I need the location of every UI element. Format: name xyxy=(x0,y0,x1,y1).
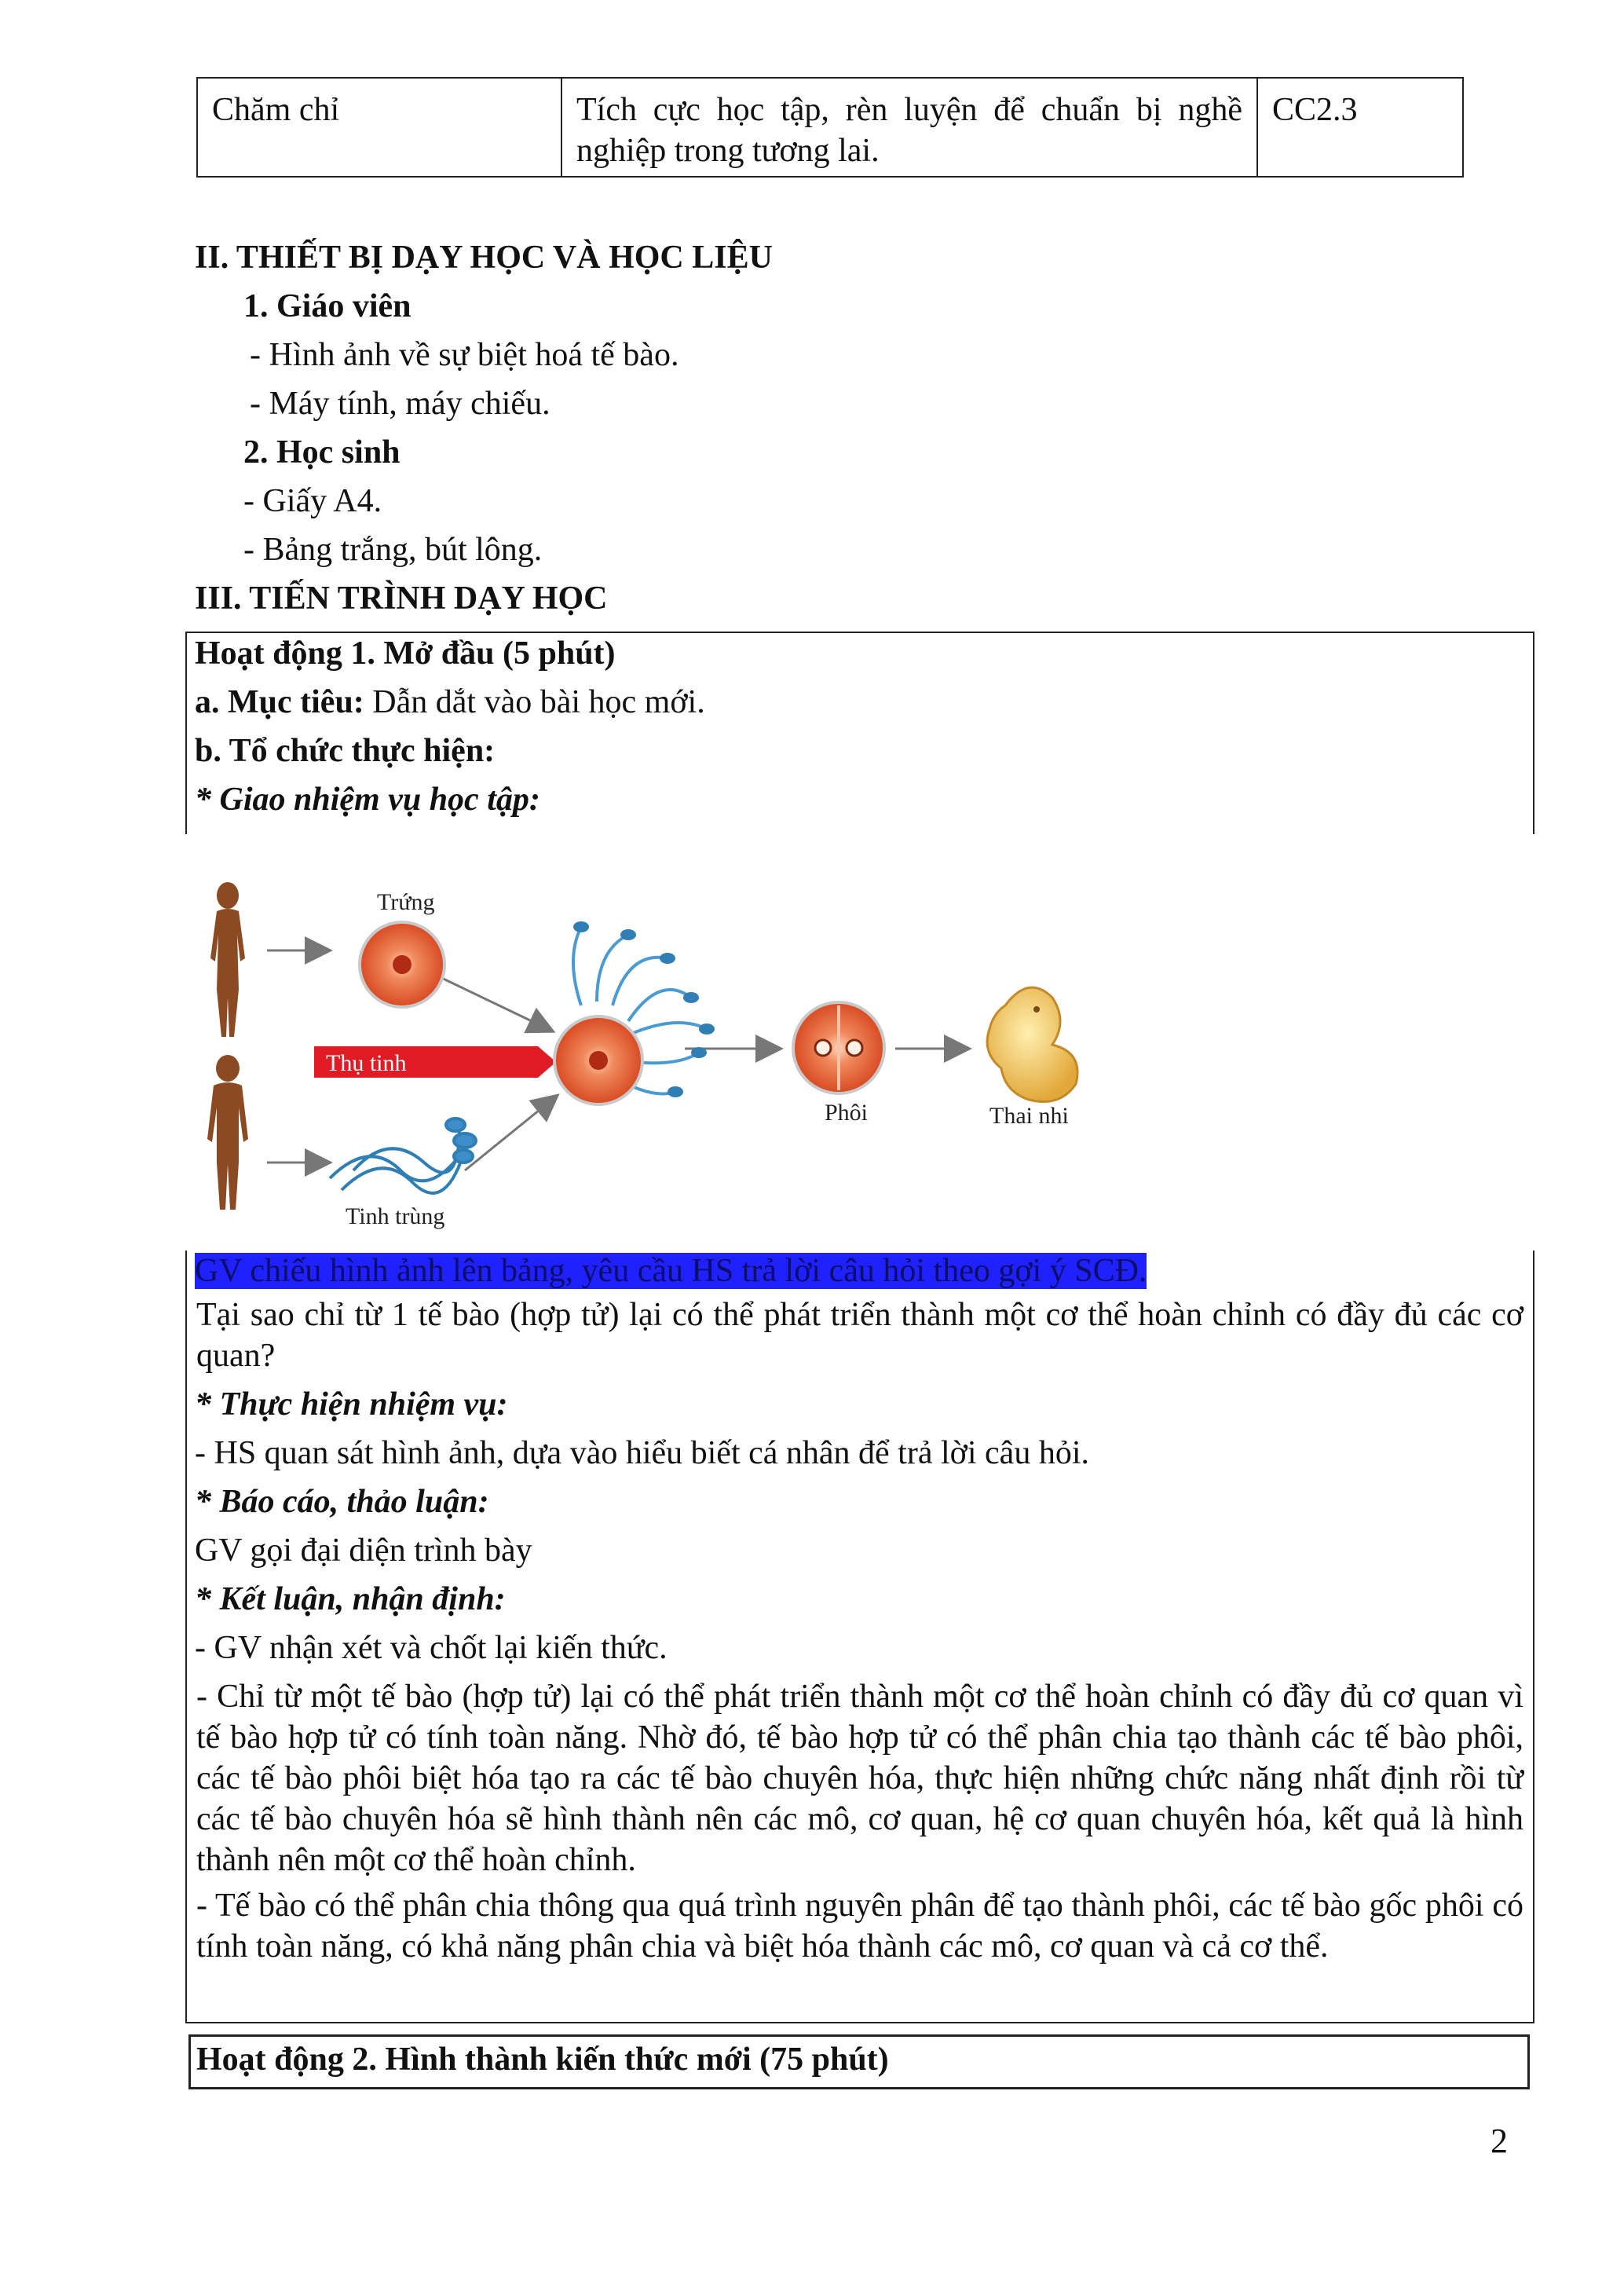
highlighted-instruction xyxy=(195,1251,1147,1291)
egg-cell-icon xyxy=(360,922,444,1007)
female-body-icon xyxy=(210,882,245,1037)
section-3-heading: III. TIẾN TRÌNH DẠY HỌC xyxy=(195,580,608,617)
conclusion-paragraph-1: - Chỉ từ một tế bào (hợp tử) lại có thể phát triển thành một cơ thể hoàn chỉnh có đầy đủ cơ quan vì tế bào hợp tử có tính toàn năng. Nhờ đó, tế bào hợp tử có thể phân chia tạo thành các tế bào phôi, các tế bào phôi biệt hóa tạo ra các tế bào chuyên hóa, thực hiện những chức năng nhất định rồi từ các tế bào chuyên hóa sẽ hình thành nên các mô, cơ quan, hệ cơ quan chuyên hóa, kết quả là hình thành nên một cơ thể hoàn chỉnh. xyxy=(196,1679,1523,1878)
teacher-heading: 1. Giáo viên xyxy=(243,288,411,324)
section-2-heading: II. THIẾT BỊ DẠY HỌC VÀ HỌC LIỆU xyxy=(195,240,773,276)
label-sperm: Tinh trùng xyxy=(346,1203,445,1229)
label-egg: Trứng xyxy=(377,889,435,915)
conclusion-label: * Kết luận, nhận định: xyxy=(195,1581,506,1617)
table-cell-code: CC2.3 xyxy=(1272,92,1358,128)
student-item-1: - Giấy A4. xyxy=(243,483,382,519)
fertilization-diagram xyxy=(188,880,1131,1249)
do-task-text: - HS quan sát hình ảnh, dựa vào hiểu biết cá nhân để trả lời câu hỏi. xyxy=(195,1435,1089,1471)
question-text: Tại sao chỉ từ 1 tế bào (hợp tử) lại có thể phát triển thành một cơ thể hoàn chỉnh có đầy đủ các cơ quan? xyxy=(196,1297,1523,1374)
label-embryo: Phôi xyxy=(825,1100,869,1126)
sperm-icon xyxy=(330,1119,476,1193)
fetus-icon xyxy=(987,987,1077,1101)
teacher-item-2: - Máy tính, máy chiếu. xyxy=(250,386,550,422)
label-fetus: Thai nhi xyxy=(989,1103,1069,1129)
goal-text: Dẫn dắt vào bài học mới. xyxy=(364,684,705,720)
report-text: GV gọi đại diện trình bày xyxy=(195,1532,532,1569)
conclusion-paragraph-2: - Tế bào có thể phân chia thông qua quá trình nguyên phân để tạo thành phôi, các tế bào gốc phôi có tính toàn năng, có khả năng phân chia và biệt hóa thành các mô, cơ quan và cả cơ thể. xyxy=(196,1888,1523,1965)
do-task-label: * Thực hiện nhiệm vụ: xyxy=(195,1386,508,1423)
male-body-icon xyxy=(207,1055,248,1210)
activity-1-title: Hoạt động 1. Mở đầu (5 phút) xyxy=(195,635,616,672)
conclusion-text: - GV nhận xét và chốt lại kiến thức. xyxy=(195,1630,668,1666)
goal-label: a. Mục tiêu: xyxy=(195,684,364,720)
table-cell-quality: Chăm chỉ xyxy=(198,79,562,176)
page-number: 2 xyxy=(1490,2122,1508,2160)
student-heading: 2. Học sinh xyxy=(243,434,401,471)
label-fertilization: Thụ tinh xyxy=(326,1050,407,1076)
activity-2-title: Hoạt động 2. Hình thành kiến thức mới (75 phút) xyxy=(196,2041,889,2078)
activity-1-goal xyxy=(195,682,705,723)
table-cell-description: Tích cực học tập, rèn luyện để chuẩn bị nghề nghiệp trong tương lai. xyxy=(562,79,1258,176)
teacher-item-1: - Hình ảnh về sự biệt hoá tế bào. xyxy=(250,337,679,373)
report-label: * Báo cáo, thảo luận: xyxy=(195,1484,489,1520)
arrow-icon xyxy=(433,974,551,1031)
fertilization-figure xyxy=(188,880,1131,1249)
task-assignment-label: * Giao nhiệm vụ học tập: xyxy=(195,782,540,818)
competency-table xyxy=(196,77,1464,178)
activity-1-organization-label: b. Tổ chức thực hiện: xyxy=(195,733,496,769)
highlight-text: GV chiếu hình ảnh lên bảng, yêu cầu HS trả lời câu hỏi theo gợi ý SCĐ. xyxy=(195,1253,1147,1289)
arrow-icon xyxy=(465,1097,556,1170)
student-item-2: - Bảng trắng, bút lông. xyxy=(243,532,543,568)
embryo-icon xyxy=(793,1002,884,1093)
zygote-sperm-icon xyxy=(554,921,715,1104)
fertilization-banner xyxy=(314,1046,556,1078)
